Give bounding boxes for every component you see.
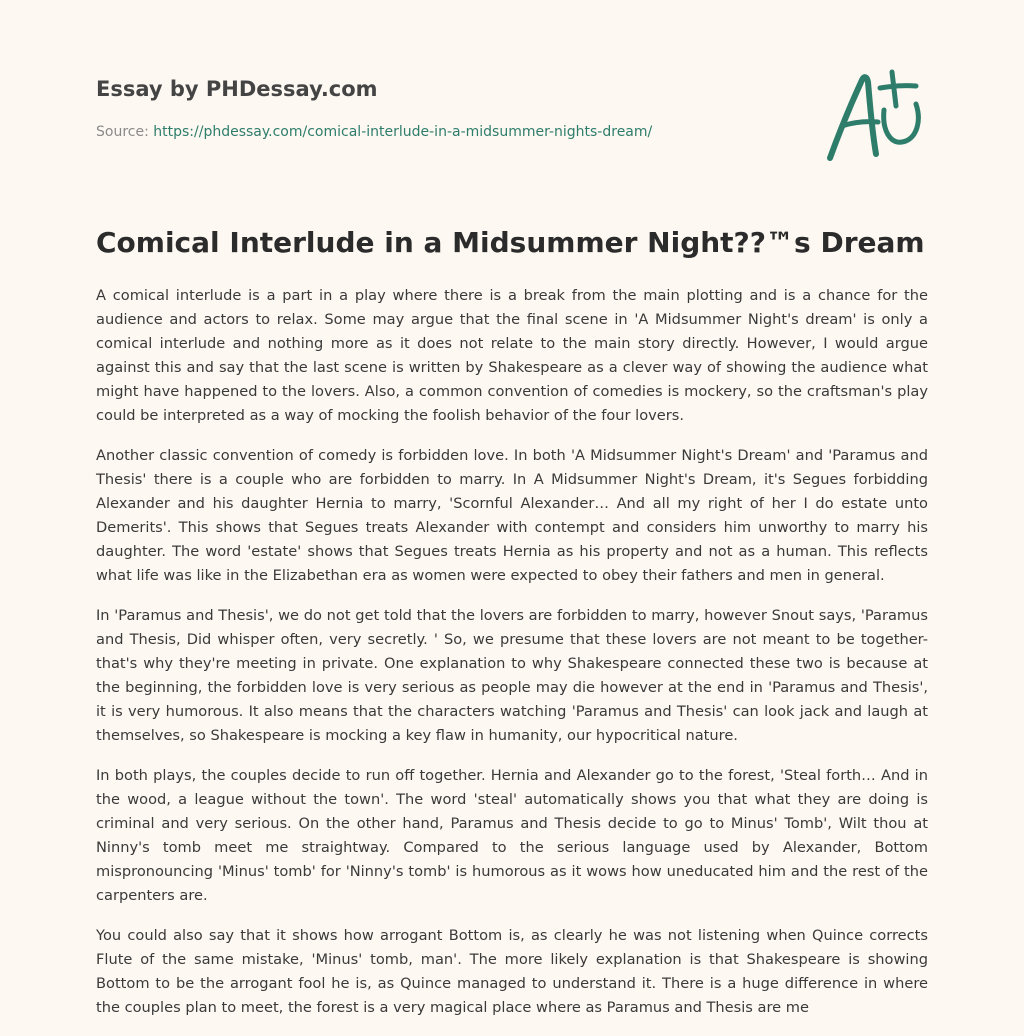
essay-paragraph: In 'Paramus and Thesis', we do not get told that the lovers are forbidden to marry, however Snout says, 'Paramus and Thesis, Did whisper often, very secretly. ' So, we presume that these lovers are not meant to be together- that's why they're meeting in private. One explanation to why Shakespeare connected these two is because at the beginning, the forbidden love is very serious as people may die however at the end in 'Paramus and Thesis', it is very humorous. It also means that the characters watching 'Paramus and Thesis' can look jack and laugh at themselves, so Shakespeare is mocking a key flaw in humanity, our hypocritical nature.: [96, 607, 928, 744]
essay-paragraph: In both plays, the couples decide to run off together. Hernia and Alexander go to the forest, 'Steal forth… And in the wood, a league without the town'. The word 'steal' automatically shows you that what they are doing is criminal and very serious. On the other hand, Paramus and Thesis decide to go to Minus' Tomb', Wilt thou at Ninny's tomb meet me straightway. Compared to the serious language used by Alexander, Bottom mispronouncing 'Minus' tomb' for 'Ninny's tomb' is humorous as it wows how uneducated him and the rest of the carpenters are.: [96, 767, 928, 904]
essay-paragraph: Another classic convention of comedy is forbidden love. In both 'A Midsummer Night's Dream' and 'Paramus and Thesis' there is a couple who are forbidden to marry. In A Midsummer Night's Dream, it's Segues forbidding Alexander and his daughter Hernia to marry, 'Scornful Alexander… And all my right of her I do estate unto Demerits'. This shows that Segues treats Alexander with contempt and considers him unworthy to marry his daughter. The word 'estate' shows that Segues treats Hernia as his property and not as a human. This reflects what life was like in the Elizabethan era as women were expected to obey their fathers and men in general.: [96, 447, 928, 584]
essay-body: [96, 284, 928, 1036]
essay-paragraph: A comical interlude is a part in a play where there is a break from the main plotting and is a chance for the audience and actors to relax. Some may argue that the final scene in 'A Midsummer Night's dream' is only a comical interlude and nothing more as it does not relate to the main story directly. However, I would argue against this and say that the last scene is written by Shakespeare as a clever way of showing the audience what might have happened to the lovers. Also, a common convention of comedies is mockery, so the craftsman's play could be interpreted as a way of mocking the foolish behavior of the four lovers.: [96, 287, 928, 424]
site-brand: Essay by PHDessay.com: [96, 77, 378, 101]
essay-title: Comical Interlude in a Midsummer Night??™s Dream: [96, 226, 925, 259]
source-label: Source:: [96, 124, 149, 140]
essay-paragraph: You could also say that it shows how arrogant Bottom is, as clearly he was not listening when Quince corrects Flute of the same mistake, 'Minus' tomb, man'. The more likely explanation is that Shakespeare is showing Bottom to be the arrogant fool he is, as Quince managed to understand it. There is a huge difference in where the couples plan to meet, the forest is a very magical place where as Paramus and Thesis are me: [96, 927, 928, 1016]
source-link[interactable]: https://phdessay.com/comical-interlude-in-a-midsummer-nights-dream/: [153, 124, 653, 140]
source-line: [96, 124, 652, 140]
a-plus-logo-icon: [820, 66, 930, 166]
